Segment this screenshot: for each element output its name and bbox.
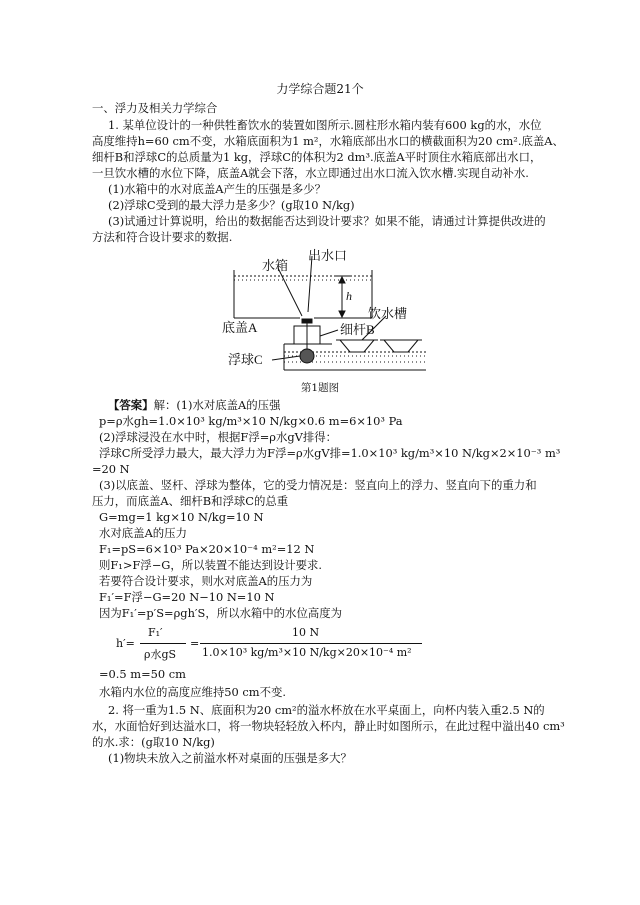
answer-line-13: F₁′=F浮−G=20 N−10 N=10 N xyxy=(99,590,275,604)
q1-sub-3b: 方法和符合设计要求的数据. xyxy=(92,230,233,244)
lid-and-rod xyxy=(294,319,320,350)
page-title: 力学综合题21个 xyxy=(276,82,364,96)
section-heading: 一、浮力及相关力学综合 xyxy=(92,101,218,115)
answer-text: 解：(1)水对底盖A的压强 xyxy=(153,398,281,412)
answer-line-1 xyxy=(108,397,280,413)
q1-line-3: 细杆B和浮球C的总质量为1 kg，浮球C的体积为2 dm³.底盖A平时顶住水箱底部出水口， xyxy=(92,150,542,164)
q1-sub-3a: (3)试通过计算说明，给出的数据能否达到设计要求？如果不能，请通过计算提供改进的 xyxy=(108,214,546,228)
tank-leader xyxy=(278,268,302,316)
rod-leader xyxy=(320,330,338,336)
outlet-leader xyxy=(308,256,312,312)
label-trough: 饮水槽 xyxy=(368,306,408,321)
label-tank: 水箱 xyxy=(262,258,289,273)
q1-sub-1: (1)水箱中的水对底盖A产生的压强是多少？ xyxy=(108,182,327,196)
drinking-troughs xyxy=(336,340,422,352)
float-ball xyxy=(300,349,314,363)
water-trough-diagram xyxy=(222,246,442,388)
answer-line-9: 水对底盖A的压力 xyxy=(99,526,187,540)
answer-line-3: (2)浮球浸没在水中时，根据F浮=ρ水gV排得： xyxy=(99,430,338,444)
label-rod: 细杆B xyxy=(340,322,375,337)
label-h: h xyxy=(346,289,352,303)
answer-line-2: p=ρ水gh=1.0×10³ kg/m³×10 N/kg×0.6 m=6×10³ Pa xyxy=(99,414,403,428)
q1-sub-2: (2)浮球C受到的最大浮力是多少？(g取10 N/kg) xyxy=(108,198,355,212)
equals-sign: = xyxy=(190,637,200,650)
frac2-denominator: 1.0×10³ kg/m³×10 N/kg×20×10⁻⁴ m² xyxy=(202,646,412,659)
answer-line-4: 浮球C所受浮力最大，最大浮力为F浮=ρ水gV排=1.0×10³ kg/m³×10 N/kg×2×10⁻³ m³ xyxy=(99,446,561,460)
q1-line-2: 高度维持h=60 cm不变，水箱底面积为1 m²，水箱底部出水口的横截面积为20 cm².底盖A、 xyxy=(92,134,564,148)
q1-line-1: 1. 某单位设计的一种供牲畜饮水的装置如图所示.圆柱形水箱内装有600 kg的水，水位 xyxy=(108,118,542,132)
label-lid: 底盖A xyxy=(222,320,258,335)
answer-line-14: 因为F₁′=p′S=ρgh′S，所以水箱中的水位高度为 xyxy=(99,606,343,620)
label-ball: 浮球C xyxy=(228,352,263,367)
q2-line-2: 水，水面恰好到达溢水口，将一物块轻轻放入杯内，静止时如图所示，在此过程中溢出40 cm³ xyxy=(92,719,565,733)
q2-line-4: (1)物块未放入之前溢水杯对桌面的压强是多大？ xyxy=(108,751,352,765)
answer-line-10: F₁=pS=6×10³ Pa×20×10⁻⁴ m²=12 N xyxy=(99,542,315,556)
q1-line-4: 一旦饮水槽的水位下降，底盖A就会下落，水立即通过出水口流入饮水槽.实现自动补水. xyxy=(92,166,529,180)
ball-leader xyxy=(272,356,300,360)
frac1-numerator: F₁′ xyxy=(148,626,163,639)
answer-result: =0.5 m=50 cm xyxy=(99,667,186,681)
answer-line-11: 则F₁>F浮−G，所以装置不能达到设计要求. xyxy=(99,558,323,572)
answer-line-7: 压力，而底盖A、细杆B和浮球C的总重 xyxy=(92,494,289,508)
answer-conclusion: 水箱内水位的高度应维持50 cm不变. xyxy=(99,685,286,699)
h-prime-label: h′= xyxy=(116,637,135,650)
frac2-numerator: 10 N xyxy=(292,626,320,639)
figure-caption: 第1题图 xyxy=(300,382,340,394)
frac1-bar xyxy=(140,643,186,644)
label-outlet: 出水口 xyxy=(308,248,348,263)
q2-line-1: 2. 将一重为1.5 N、底面积为20 cm²的溢水杯放在水平桌面上，向杯内装入重2.5 N的 xyxy=(108,703,545,717)
q2-line-3: 的水.求：(g取10 N/kg) xyxy=(92,735,215,749)
answer-line-5: =20 N xyxy=(92,462,130,476)
answer-tag: 【答案】 xyxy=(108,398,154,412)
frac1-denominator: ρ水gS xyxy=(144,648,177,661)
frac2-bar xyxy=(200,643,422,644)
answer-line-6: (3)以底盖、竖杆、浮球为整体，它的受力情况是：竖直向上的浮力、竖直向下的重力和 xyxy=(99,478,537,492)
answer-line-12: 若要符合设计要求，则水对底盖A的压力为 xyxy=(99,574,313,588)
answer-line-8: G=mg=1 kg×10 N/kg=10 N xyxy=(99,510,264,524)
